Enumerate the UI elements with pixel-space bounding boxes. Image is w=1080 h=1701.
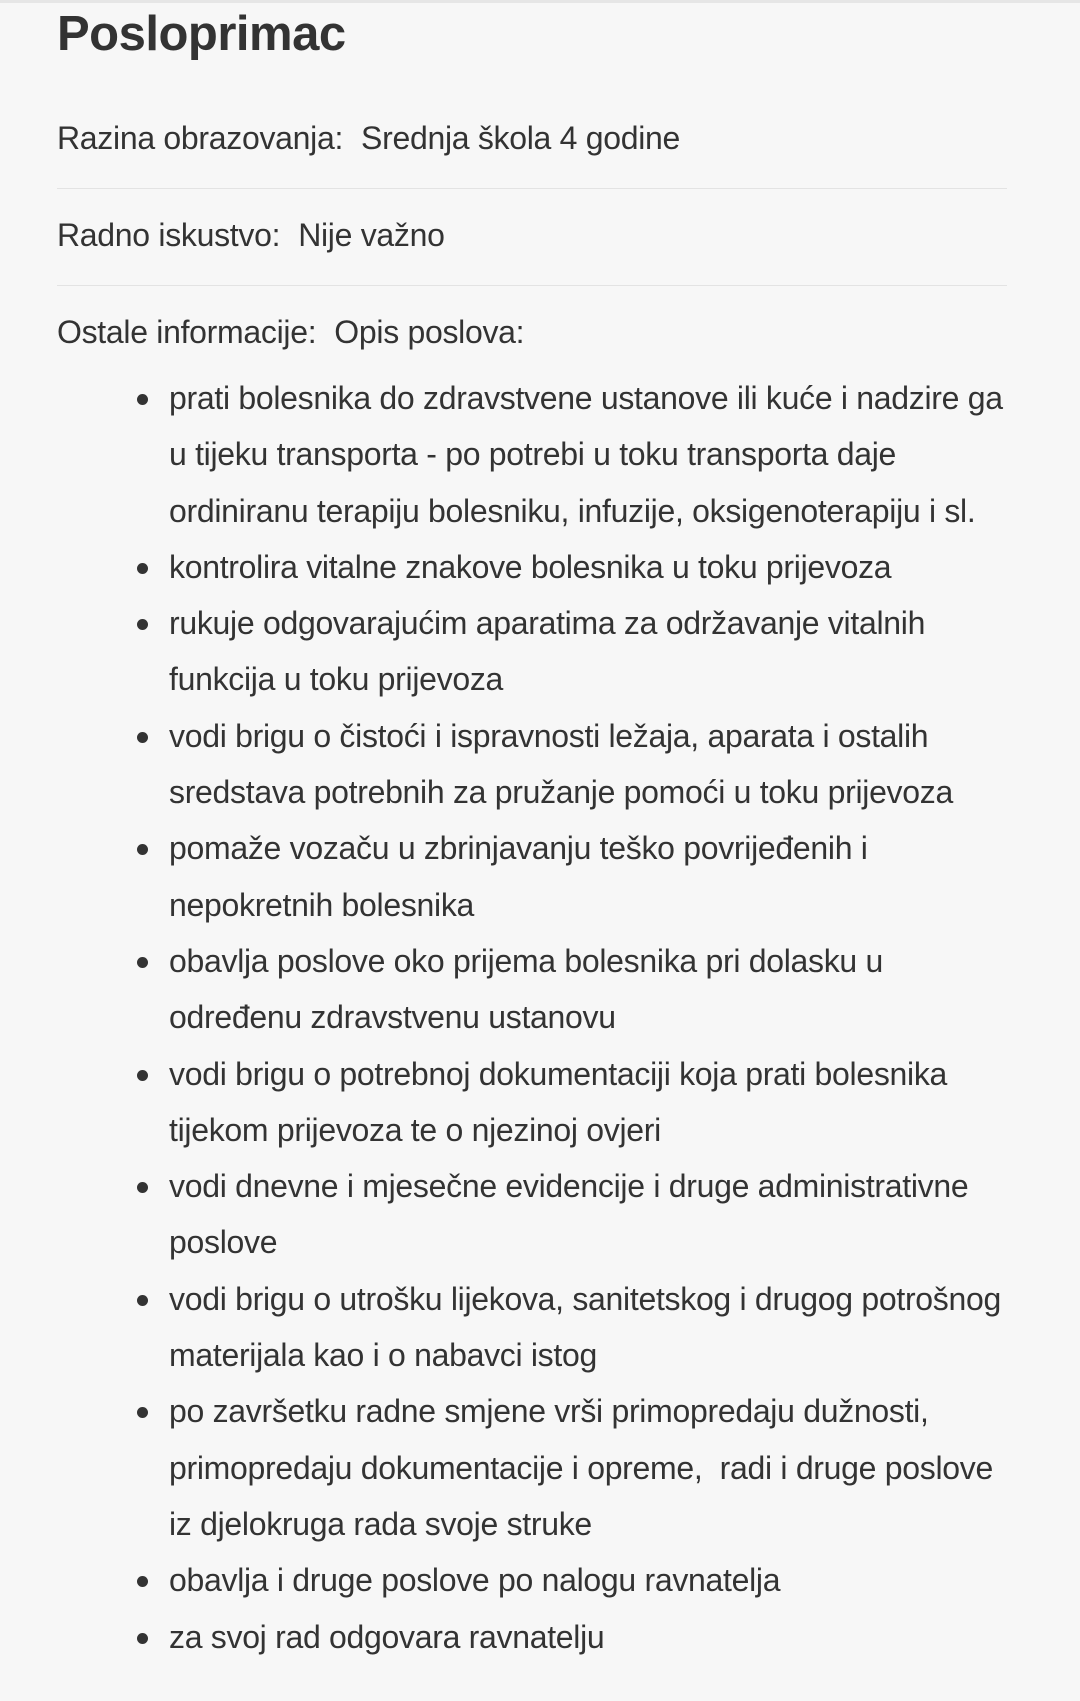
duty-item: za svoj rad odgovara ravnatelju — [169, 1609, 1007, 1665]
section-title: Posloprimac — [57, 7, 346, 61]
other-info-row — [57, 286, 1007, 356]
duty-item: vodi brigu o utrošku lijekova, sanitetskog i drugog potrošnog materijala kao i o nabavci istog — [169, 1271, 1007, 1384]
education-row — [57, 64, 1007, 189]
experience-row — [57, 189, 1007, 286]
duty-item: pomaže vozaču u zbrinjavanju teško povrijeđenih i nepokretnih bolesnika — [169, 820, 1007, 933]
other-info-label: Ostale informacije: — [57, 314, 317, 350]
duty-item: po završetku radne smjene vrši primopredaju dužnosti, primopredaju dokumentacije i opreme, radi i druge poslove iz djelokruga rada svoje struke — [169, 1383, 1007, 1552]
employee-requirements-panel — [57, 0, 1012, 1665]
duty-item: obavlja poslove oko prijema bolesnika pri dolasku u određenu zdravstvenu ustanovu — [169, 933, 1007, 1046]
duty-item: obavlja i druge poslove po nalogu ravnatelja — [169, 1552, 1007, 1608]
duties-list — [57, 370, 1012, 1665]
duty-item: vodi dnevne i mjesečne evidencije i druge administrativne poslove — [169, 1158, 1007, 1271]
duty-item: vodi brigu o potrebnoj dokumentaciji koja prati bolesnika tijekom prijevoza te o njezinoj ovjeri — [169, 1046, 1007, 1159]
education-value: Srednja škola 4 godine — [361, 120, 681, 156]
duty-item: kontrolira vitalne znakove bolesnika u toku prijevoza — [169, 539, 1007, 595]
experience-label: Radno iskustvo: — [57, 217, 281, 253]
duty-item: rukuje odgovarajućim aparatima za održavanje vitalnih funkcija u toku prijevoza — [169, 595, 1007, 708]
other-info-value: Opis poslova: — [334, 314, 525, 350]
experience-value: Nije važno — [298, 217, 445, 253]
duty-item: prati bolesnika do zdravstvene ustanove ili kuće i nadzire ga u tijeku transporta - po potrebi u toku transporta daje ordiniranu terapiju bolesniku, infuzije, oksigenoterapiju i sl. — [169, 370, 1007, 539]
education-label: Razina obrazovanja: — [57, 120, 344, 156]
duty-item: vodi brigu o čistoći i ispravnosti ležaja, aparata i ostalih sredstava potrebnih za pružanje pomoći u toku prijevoza — [169, 708, 1007, 821]
